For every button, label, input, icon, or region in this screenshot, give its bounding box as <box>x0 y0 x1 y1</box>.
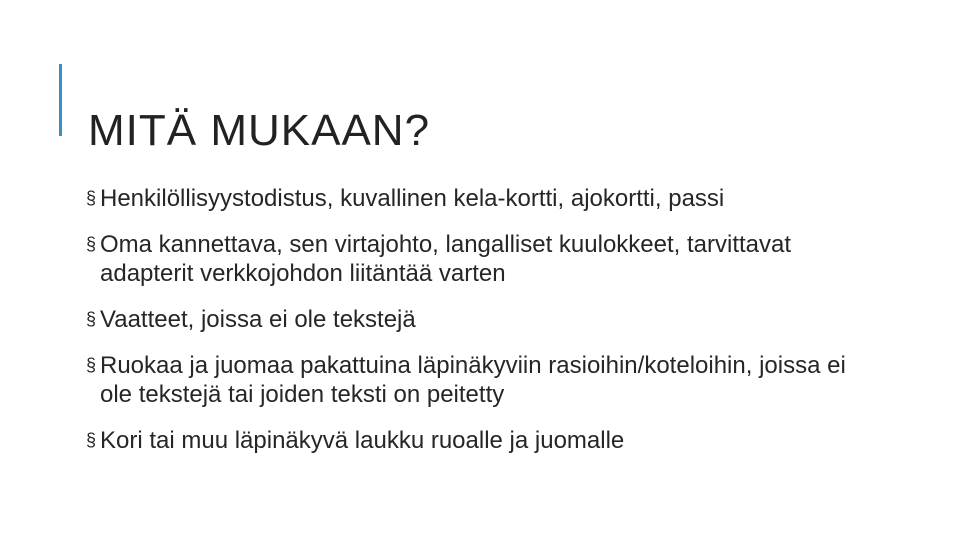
bullet-marker-icon: § <box>86 188 97 208</box>
bullet-item <box>86 184 846 213</box>
bullet-list <box>86 184 846 455</box>
bullet-marker-icon: § <box>86 234 97 254</box>
bullet-item <box>86 351 846 409</box>
bullet-text: Oma kannettava, sen virtajohto, langalliset kuulokkeet, tarvittavat adapterit verkkojohdon liitäntää varten <box>100 231 792 287</box>
bullet-marker-icon: § <box>86 309 97 329</box>
bullet-marker-icon: § <box>86 355 97 375</box>
bullet-text: Kori tai muu läpinäkyvä laukku ruoalle ja juomalle <box>100 427 625 454</box>
bullet-text: Ruokaa ja juomaa pakattuina läpinäkyviin rasioihin/koteloihin, joissa ei ole tekstejä tai joiden teksti on peitetty <box>100 352 846 408</box>
title-accent-bar <box>59 64 62 136</box>
bullet-item <box>86 426 846 455</box>
slide-title: MITÄ MUKAAN? <box>88 106 431 156</box>
bullet-marker-icon: § <box>86 430 97 450</box>
bullet-item <box>86 305 846 334</box>
bullet-text: Henkilöllisyystodistus, kuvallinen kela-kortti, ajokortti, passi <box>100 185 725 212</box>
bullet-text: Vaatteet, joissa ei ole tekstejä <box>100 306 416 333</box>
bullet-item <box>86 230 846 288</box>
